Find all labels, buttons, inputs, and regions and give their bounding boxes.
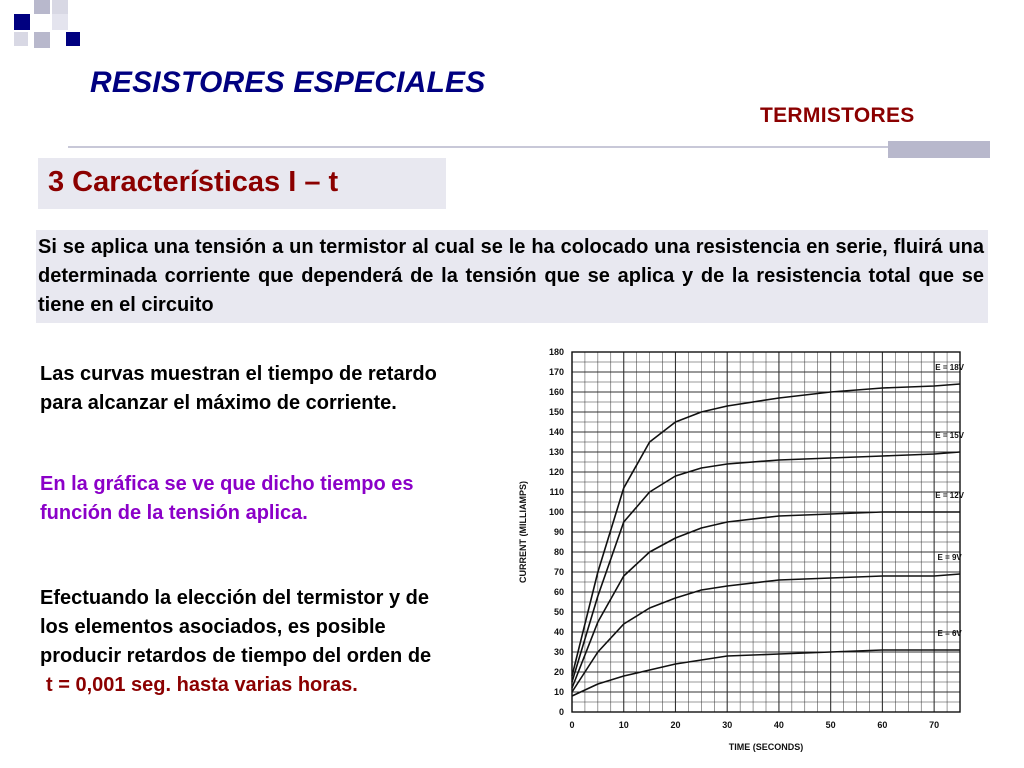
- y-tick-label: 160: [548, 387, 564, 397]
- x-tick-label: 70: [929, 720, 940, 730]
- y-tick-label: 10: [553, 687, 564, 697]
- x-tick-label: 50: [825, 720, 836, 730]
- x-tick-label: 60: [877, 720, 888, 730]
- series-label: E = 12V: [935, 491, 964, 500]
- series-label: E = 18V: [935, 363, 964, 372]
- y-tick-label: 60: [553, 587, 564, 597]
- paragraph-delays-text: Efectuando la elección del termistor y de los elementos asociados, es posible producir retardos de tiempo del orden de: [40, 587, 432, 667]
- decor-square-4: [34, 32, 50, 48]
- x-tick-label: 10: [618, 720, 629, 730]
- y-tick-label: 120: [548, 467, 564, 477]
- current-time-chart: [490, 340, 990, 760]
- x-tick-label: 40: [773, 720, 784, 730]
- delay-range-highlight: t = 0,001 seg. hasta varias horas.: [46, 674, 358, 696]
- page-title: RESISTORES ESPECIALES: [90, 66, 486, 99]
- y-tick-label: 170: [548, 367, 564, 377]
- decor-square-3: [52, 0, 68, 14]
- y-axis-label: CURRENT (MILLIAMPS): [518, 481, 528, 583]
- y-tick-label: 40: [553, 627, 564, 637]
- paragraph-graph: En la gráfica se ve que dicho tiempo es función de la tensión aplica.: [40, 473, 414, 524]
- divider-block: [888, 141, 990, 158]
- y-tick-label: 100: [548, 507, 564, 517]
- paragraph-delays: [40, 584, 440, 700]
- decor-square-5: [52, 14, 68, 30]
- y-tick-label: 90: [553, 527, 564, 537]
- y-tick-label: 0: [558, 707, 564, 717]
- series-label: E = 15V: [935, 431, 964, 440]
- divider-line: [68, 146, 888, 148]
- decor-square-7: [14, 32, 28, 46]
- intro-paragraph: Si se aplica una tensión a un termistor al cual se le ha colocado una resistencia en serie, fluirá una determinada corriente que dependerá de la tensión que se aplica y de la resistencia total que se tiene en el circuito: [36, 230, 988, 323]
- y-tick-label: 150: [548, 407, 564, 417]
- y-tick-label: 140: [548, 427, 564, 437]
- x-tick-label: 30: [722, 720, 733, 730]
- page-subtitle: TERMISTORES: [760, 104, 915, 127]
- y-tick-label: 20: [553, 667, 564, 677]
- decor-square-6: [66, 32, 80, 46]
- y-tick-label: 50: [553, 607, 564, 617]
- chart-svg: [490, 340, 990, 760]
- y-tick-label: 70: [553, 567, 564, 577]
- series-label: E = 9V: [937, 553, 962, 562]
- paragraph-curves: Las curvas muestran el tiempo de retardo para alcanzar el máximo de corriente.: [40, 363, 437, 414]
- y-tick-label: 110: [549, 487, 564, 497]
- decor-square-2: [34, 0, 50, 14]
- x-tick-label: 0: [569, 720, 575, 730]
- y-tick-label: 30: [553, 647, 564, 657]
- x-tick-label: 20: [670, 720, 681, 730]
- decor-square-1: [14, 14, 30, 30]
- section-title: 3 Características I – t: [48, 166, 339, 198]
- series-label: E = 6V: [937, 629, 962, 638]
- y-tick-label: 130: [548, 447, 564, 457]
- y-tick-label: 80: [553, 547, 564, 557]
- x-axis-label: TIME (SECONDS): [728, 742, 804, 752]
- y-tick-label: 180: [548, 347, 564, 357]
